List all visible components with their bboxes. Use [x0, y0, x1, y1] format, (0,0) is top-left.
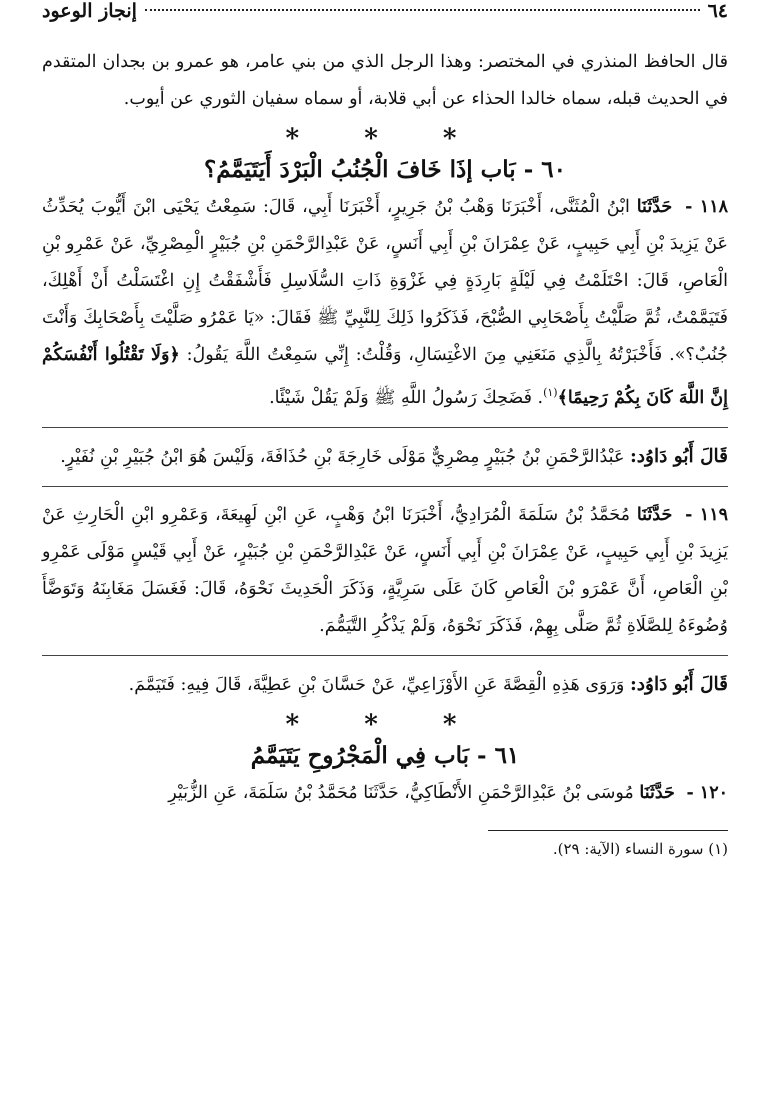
- header-dotted-leader: [145, 9, 700, 11]
- hadith-118: [42, 189, 728, 417]
- chapter-heading-60: ٦٠ - بَاب إذَا خَافَ الْجُنُبُ الْبَرْدَ أَيَتَيَمَّمُ؟: [204, 156, 566, 183]
- separator-line: [42, 655, 728, 656]
- page-number: ٦٤: [707, 0, 728, 22]
- haddathana-label: حَدَّثَنَا: [639, 782, 675, 803]
- chapter-heading-61: ٦١ - بَاب فِي الْمَجْرُوحِ يَتَيَمَّمُ: [250, 741, 520, 769]
- footnote-marker: (١): [543, 386, 558, 399]
- hadith-number: ١١٨ -: [685, 197, 728, 217]
- hadith-120: [42, 775, 728, 812]
- quran-quote: ﴿وَلَا تَقْتُلُوا أَنْفُسَكُمْ إِنَّ اللَّهَ كَانَ بِكُمْ رَحِيمًا﴾: [42, 345, 728, 408]
- hadith-text: مُحَمَّدُ بْنُ سَلَمَةَ الْمُرَادِيُّ، أَخْبَرَنَا ابْنُ وَهْبٍ، عَنِ ابْنِ لَهِيعَةَ، وَعَمْرِو ابْنِ الْحَارِثِ عَنْ يَزِيدَ بْنِ أَبِي حَبِيبٍ، عَنْ عِمْرَانَ بْنِ أَبِي أَنَسٍ، عَنْ عَبْدِالرَّحْمَنِ بْنِ جُبَيْرٍ، عَنْ أَبِي قَيْسٍ مَوْلَى عَمْرِو بْنِ الْعَاصِ، أَنَّ عَمْرَو بْنَ الْعَاصِ كَانَ عَلَى سَرِيَّةٍ، وَذَكَرَ الْحَدِيثَ نَحْوَهُ، قَالَ: فَغَسَلَ مَغَابِنَهُ وَتَوَضَّأَ وُضُوءَهُ لِلصَّلَاةِ ثُمَّ صَلَّى بِهِمْ، فَذَكَرَ نَحْوَهُ، وَلَمْ يَذْكُرِ التَّيَمُّمَ.: [42, 504, 728, 636]
- footnote: (١) سورة النساء (الآية: ٢٩).: [552, 839, 728, 858]
- hadith-text: مُوسَى بْنُ عَبْدِالرَّحْمَنِ الأَنْطَاكِيُّ، حَدَّثَنَا مُحَمَّدُ بْنُ سَلَمَةَ، عَنِ الزُّبَيْرِ: [168, 782, 634, 803]
- separator-line: [42, 486, 728, 487]
- abu-dawud-label: قَالَ أَبُو دَاوُد:: [629, 445, 728, 467]
- note-text: وَرَوَى هَذِهِ الْقِصَّةَ عَنِ الأَوْزَاعِيِّ، عَنْ حَسَّانَ بْنِ عَطِيَّةَ، قَالَ فِيهِ: فَتَيَمَّمَ.: [128, 674, 625, 695]
- section-divider-stars: * * *: [285, 709, 485, 740]
- note-text: عَبْدُالرَّحْمَنِ بْنُ جُبَيْرٍ مِصْرِيٌّ مَوْلَى خَارِجَةَ بْنِ حُذَافَةَ، وَلَيْسَ هُوَ ابْنُ جُبَيْرِ بْنِ نُفَيْرٍ.: [60, 446, 625, 467]
- page-header: [42, 0, 728, 44]
- book-title: إنجاز الوعود: [42, 0, 137, 22]
- hadith-number: ١١٩ -: [685, 504, 728, 525]
- abu-dawud-label: قَالَ أَبُو دَاوُد:: [629, 673, 728, 695]
- section-divider-stars: * * *: [285, 124, 485, 154]
- abu-dawud-note-2: [42, 666, 728, 704]
- intro-paragraph: قال الحافظ المنذري في المختصر: وهذا الرجل الذي من بني عامر، هو عمرو بن بجدان المتقدم في الحديث قبله، سماه خالدا الحذاء عن أبي قلابة، أو سماه سفيان الثوري عن أيوب.: [42, 52, 728, 109]
- separator-line: [42, 427, 728, 428]
- haddathana-label: حَدَّثَنَا: [636, 504, 673, 525]
- hadith-119: [42, 497, 728, 645]
- footnote-rule: [488, 830, 728, 831]
- hadith-number: ١٢٠ -: [686, 782, 728, 803]
- abu-dawud-note-1: [42, 438, 728, 476]
- hadith-ending: . فَضَحِكَ رَسُولُ اللَّهِ ﷺ وَلَمْ يَقُلْ شَيْئًا.: [269, 387, 544, 408]
- haddathana-label: حَدَّثَنَا: [636, 197, 673, 217]
- hadith-text: ابْنُ الْمُثَنَّى، أَخْبَرَنَا وَهْبُ بْنُ جَرِيرٍ، أَخْبَرَنَا أَبِي، قَالَ: سَمِعْتُ يَحْيَى ابْنَ أَيُّوبَ يُحَدِّثُ عَنْ يَزِيدَ بْنِ أَبِي حَبِيبٍ، عَنْ عِمْرَانَ بْنِ أَبِي أَنَسٍ، عَنْ عَبْدِالرَّحْمَنِ بْنِ جُبَيْرٍ الْمِصْرِيِّ، عَنْ عَمْرِو بْنِ الْعَاصِ، قَالَ: احْتَلَمْتُ فِي لَيْلَةٍ بَارِدَةٍ فِي غَزْوَةِ ذَاتِ السُّلَاسِلِ فَأَشْفَقْتُ إِنِ اغْتَسَلْتُ أَنْ أَهْلِكَ، فَتَيَمَّمْتُ، ثُمَّ صَلَّيْتُ بِأَصْحَابِي الصُّبْحَ، فَذَكَرُوا ذَلِكَ لِلنَّبِيِّ ﷺ فَقَالَ: «يَا عَمْرُو صَلَّيْتَ بِأَصْحَابِكَ وَأَنْتَ جُنُبٌ؟». فَأَخْبَرْتُهُ بِالَّذِي مَنَعَنِي مِنَ الاغْتِسَالِ، وَقُلْتُ: إِنِّي سَمِعْتُ اللَّهَ يَقُولُ:: [42, 197, 728, 365]
